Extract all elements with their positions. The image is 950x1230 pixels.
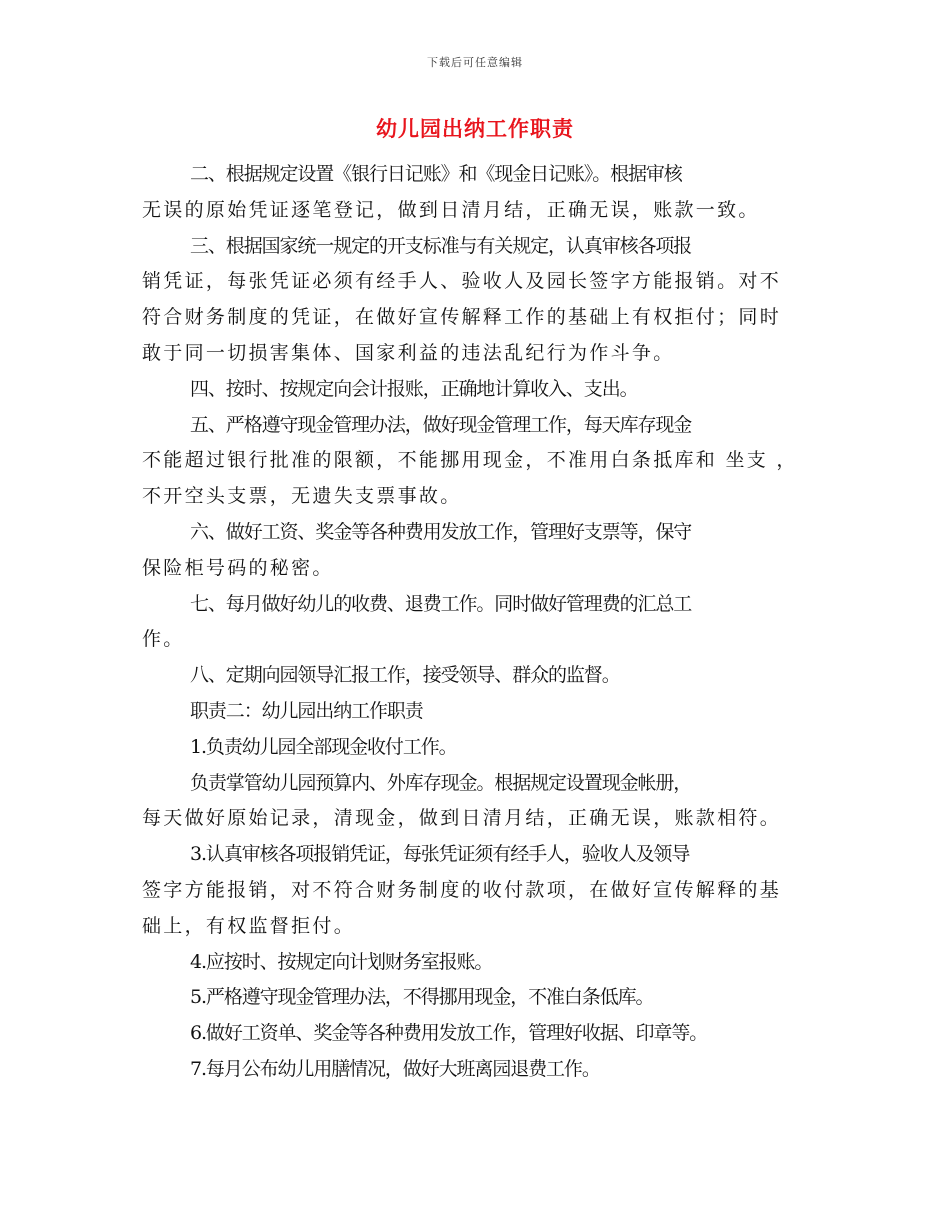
paragraph — [142, 980, 812, 1016]
paragraph-line: 七、每月做好幼儿的收费、退费工作。同时做好管理费的汇总工 — [190, 592, 692, 615]
paragraph-line: 八、定期向园领导汇报工作，接受领导、群众的监督。 — [190, 664, 620, 687]
paragraph — [142, 372, 812, 408]
section-heading — [142, 694, 812, 730]
paragraph-line: 不能超过银行批准的限额，不能挪用现金，不准用白条抵库和 坐支 ， — [142, 449, 798, 472]
paragraph-line: 3.认真审核各项报销凭证，每张凭证须有经手人，验收人及领导 — [190, 843, 690, 866]
paragraph — [142, 515, 812, 587]
paragraph-line: 4.应按时、按规定向计划财务室报账。 — [190, 950, 493, 973]
paragraph-line: 6.做好工资单、奖金等各种费用发放工作，管理好收据、印章等。 — [190, 1022, 708, 1045]
paragraph — [142, 945, 812, 981]
paragraph-line: 三、根据国家统一规定的开支标准与有关规定，认真审核各项报 — [190, 234, 692, 257]
paragraph — [142, 730, 812, 766]
paragraph — [142, 157, 812, 229]
paragraph — [142, 408, 812, 515]
paragraph-line: 无误的原始凭证逐笔登记，做到日清月结，正确无误，账款一致。 — [142, 198, 760, 221]
paragraph-line: 敢于同一切损害集体、国家利益的违法乱纪行为作斗争。 — [142, 341, 675, 364]
paragraph — [142, 587, 812, 659]
paragraph-line: 签字方能报销，对不符合财务制度的收付款项，在做好宣传解释的基 — [142, 878, 782, 901]
paragraph-line: 保险柜号码的秘密。 — [142, 556, 334, 579]
paragraph-line: 符合财务制度的凭证，在做好宣传解释工作的基础上有权拒付；同时 — [142, 306, 782, 329]
paragraph-line: 作。 — [142, 628, 185, 651]
paragraph-line: 每天做好原始记录，清现金，做到日清月结，正确无误，账款相符。 — [142, 807, 782, 830]
paragraph-line: 不开空头支票，无遗失支票事故。 — [142, 485, 462, 508]
paragraph — [142, 1052, 812, 1088]
paragraph — [142, 1016, 812, 1052]
paragraph-line: 1.负责幼儿园全部现金收付工作。 — [190, 735, 457, 758]
paragraph — [142, 658, 812, 694]
paragraph — [142, 766, 812, 838]
document-title: 幼儿园出纳工作职责 — [376, 116, 574, 141]
paragraph-line: 二、根据规定设置《银行日记账》和《现金日记账》。根据审核 — [190, 163, 682, 185]
paragraph-line: 负责掌管幼儿园预算内、外库存现金。根据规定设置现金帐册， — [190, 771, 692, 794]
paragraph-line: 六、做好工资、奖金等各种费用发放工作，管理好支票等，保守 — [190, 520, 692, 543]
document-body — [142, 157, 812, 1088]
paragraph-line: 销凭证，每张凭证必须有经手人、验收人及园长签字方能报销。对不 — [142, 270, 782, 293]
paragraph-line: 四、按时、按规定向会计报账，正确地计算收入、支出。 — [190, 377, 638, 400]
paragraph-line: 础上，有权监督拒付。 — [142, 914, 356, 937]
paragraph-line: 五、严格遵守现金管理办法，做好现金管理工作，每天库存现金 — [190, 413, 692, 436]
paragraph-line: 7.每月公布幼儿用膳情况，做好大班离园退费工作。 — [190, 1057, 600, 1080]
paragraph-line: 职责二：幼儿园出纳工作职责 — [190, 699, 423, 722]
paragraph-line: 5.严格遵守现金管理办法，不得挪用现金，不准白条低库。 — [190, 986, 654, 1009]
page-header: 下载后可任意编辑 — [427, 56, 523, 69]
paragraph — [142, 837, 812, 944]
paragraph — [142, 229, 812, 372]
